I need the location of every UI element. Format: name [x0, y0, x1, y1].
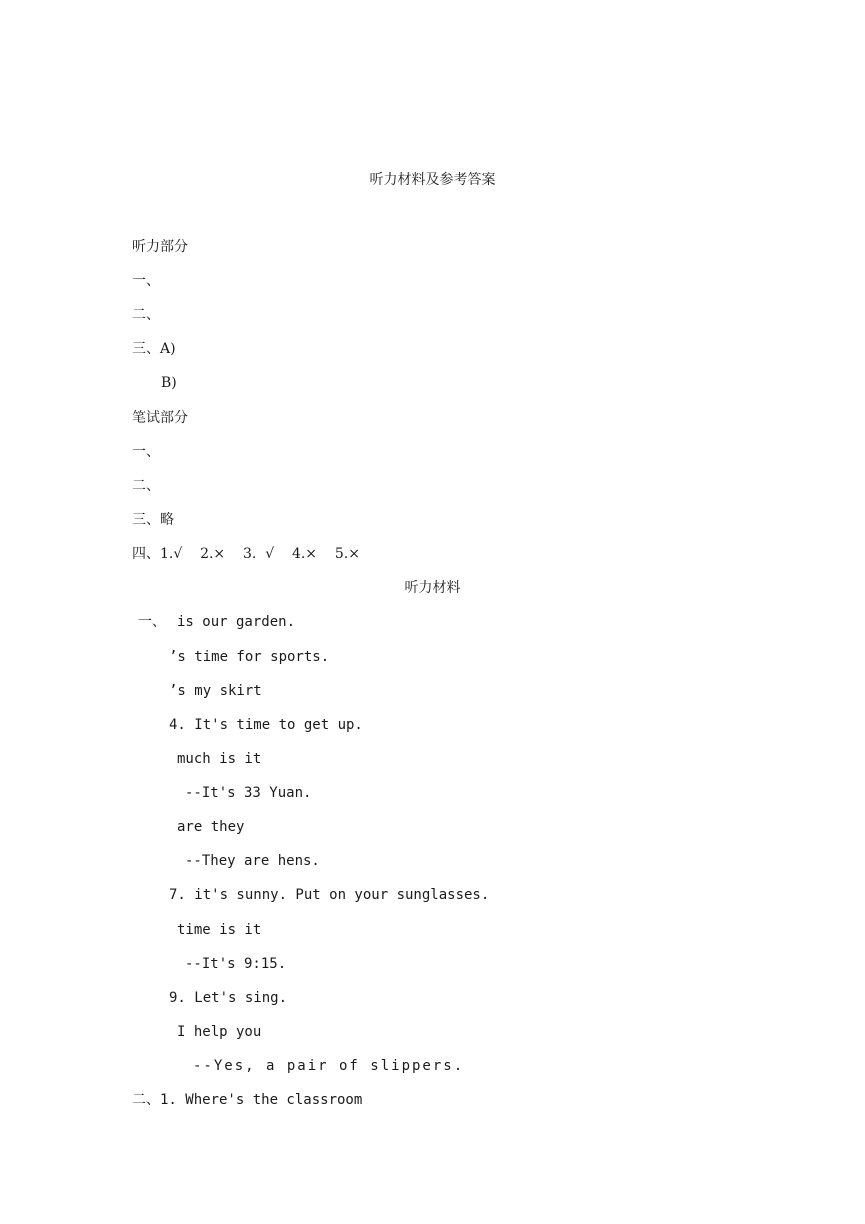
listening-item-3a: 三、A): [132, 341, 176, 357]
script-line: ’s time for sports.: [169, 649, 330, 665]
script-title: 听力材料: [404, 580, 461, 596]
script-line: I help you: [177, 1024, 262, 1040]
written-item-3: 三、略: [132, 512, 174, 528]
listening-section-heading: 听力部分: [132, 239, 188, 255]
written-section-heading: 笔试部分: [132, 410, 188, 426]
listening-item-3b: B): [161, 375, 177, 391]
written-item-1: 一、: [132, 444, 160, 460]
script-line: 7. it's sunny. Put on your sunglasses.: [169, 887, 490, 903]
script-line: ’s my skirt: [169, 683, 262, 699]
script-line: --They are hens.: [185, 853, 320, 869]
script-line: are they: [177, 819, 245, 835]
script-part-1-label: 一、: [138, 614, 166, 630]
script-line: --It's 9:15.: [185, 956, 287, 972]
script-line: time is it: [177, 922, 262, 938]
written-item-2: 二、: [132, 478, 160, 494]
page-title: 听力材料及参考答案: [369, 172, 496, 188]
written-item-4-answers: 四、1.√ 2.× 3. √ 4.× 5.×: [132, 546, 360, 562]
listening-item-2: 二、: [132, 307, 160, 323]
script-line: much is it: [177, 751, 262, 767]
script-line: --It's 33 Yuan.: [185, 785, 312, 801]
script-line: 9. Let's sing.: [169, 990, 288, 1006]
script-part-2-line: 二、1. Where's the classroom: [132, 1092, 363, 1108]
script-line: 4. It's time to get up.: [169, 717, 363, 733]
script-line: is our garden.: [177, 614, 296, 630]
listening-item-1: 一、: [132, 273, 160, 289]
script-line: --Yes, a pair of slippers.: [193, 1058, 465, 1074]
